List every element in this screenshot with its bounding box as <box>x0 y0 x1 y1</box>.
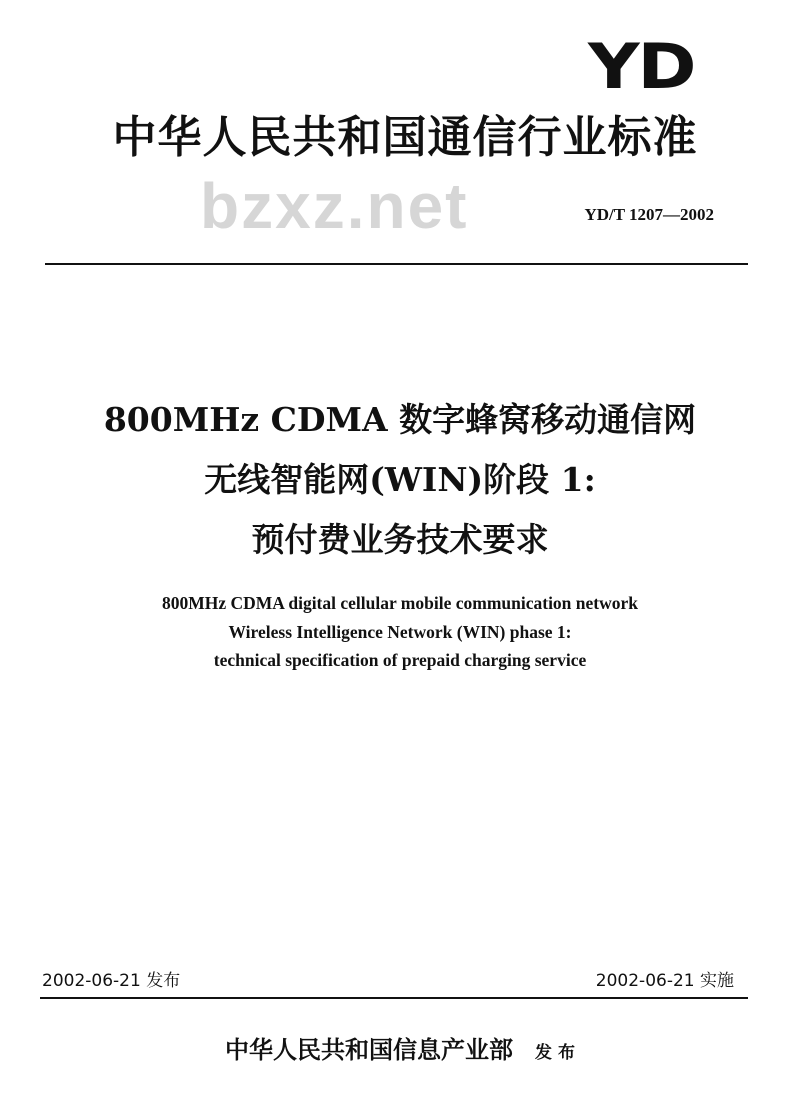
standard-type-heading: 中华人民共和国通信行业标准 <box>112 112 698 163</box>
watermark: bzxz.net <box>200 170 469 242</box>
title-en-line-2: Wireless Intelligence Network (WIN) phase 1: <box>228 622 572 642</box>
publisher <box>0 1030 800 1065</box>
implementation-date: 2002-06-21 实施 <box>595 971 734 991</box>
title-en-line-3: technical specification of prepaid charging service <box>213 650 587 670</box>
issue-date: 2002-06-21 发布 <box>42 971 181 991</box>
standard-code: YD/T 1207—2002 <box>584 205 714 224</box>
top-divider <box>45 263 748 265</box>
bottom-divider <box>40 997 748 999</box>
publisher-name: 中华人民共和国信息产业部 <box>225 1035 514 1064</box>
title-zh-line-3: 预付费业务技术要求 <box>251 520 549 559</box>
title-zh-line-2: 无线智能网(WIN)阶段 1: <box>204 460 596 499</box>
yd-logo: YD <box>588 30 695 103</box>
publish-label: 发 布 <box>535 1043 575 1063</box>
title-en-line-1: 800MHz CDMA digital cellular mobile communication network <box>161 593 639 613</box>
title-zh-line-1: 800MHz CDMA 数字蜂窝移动通信网 <box>103 400 697 439</box>
